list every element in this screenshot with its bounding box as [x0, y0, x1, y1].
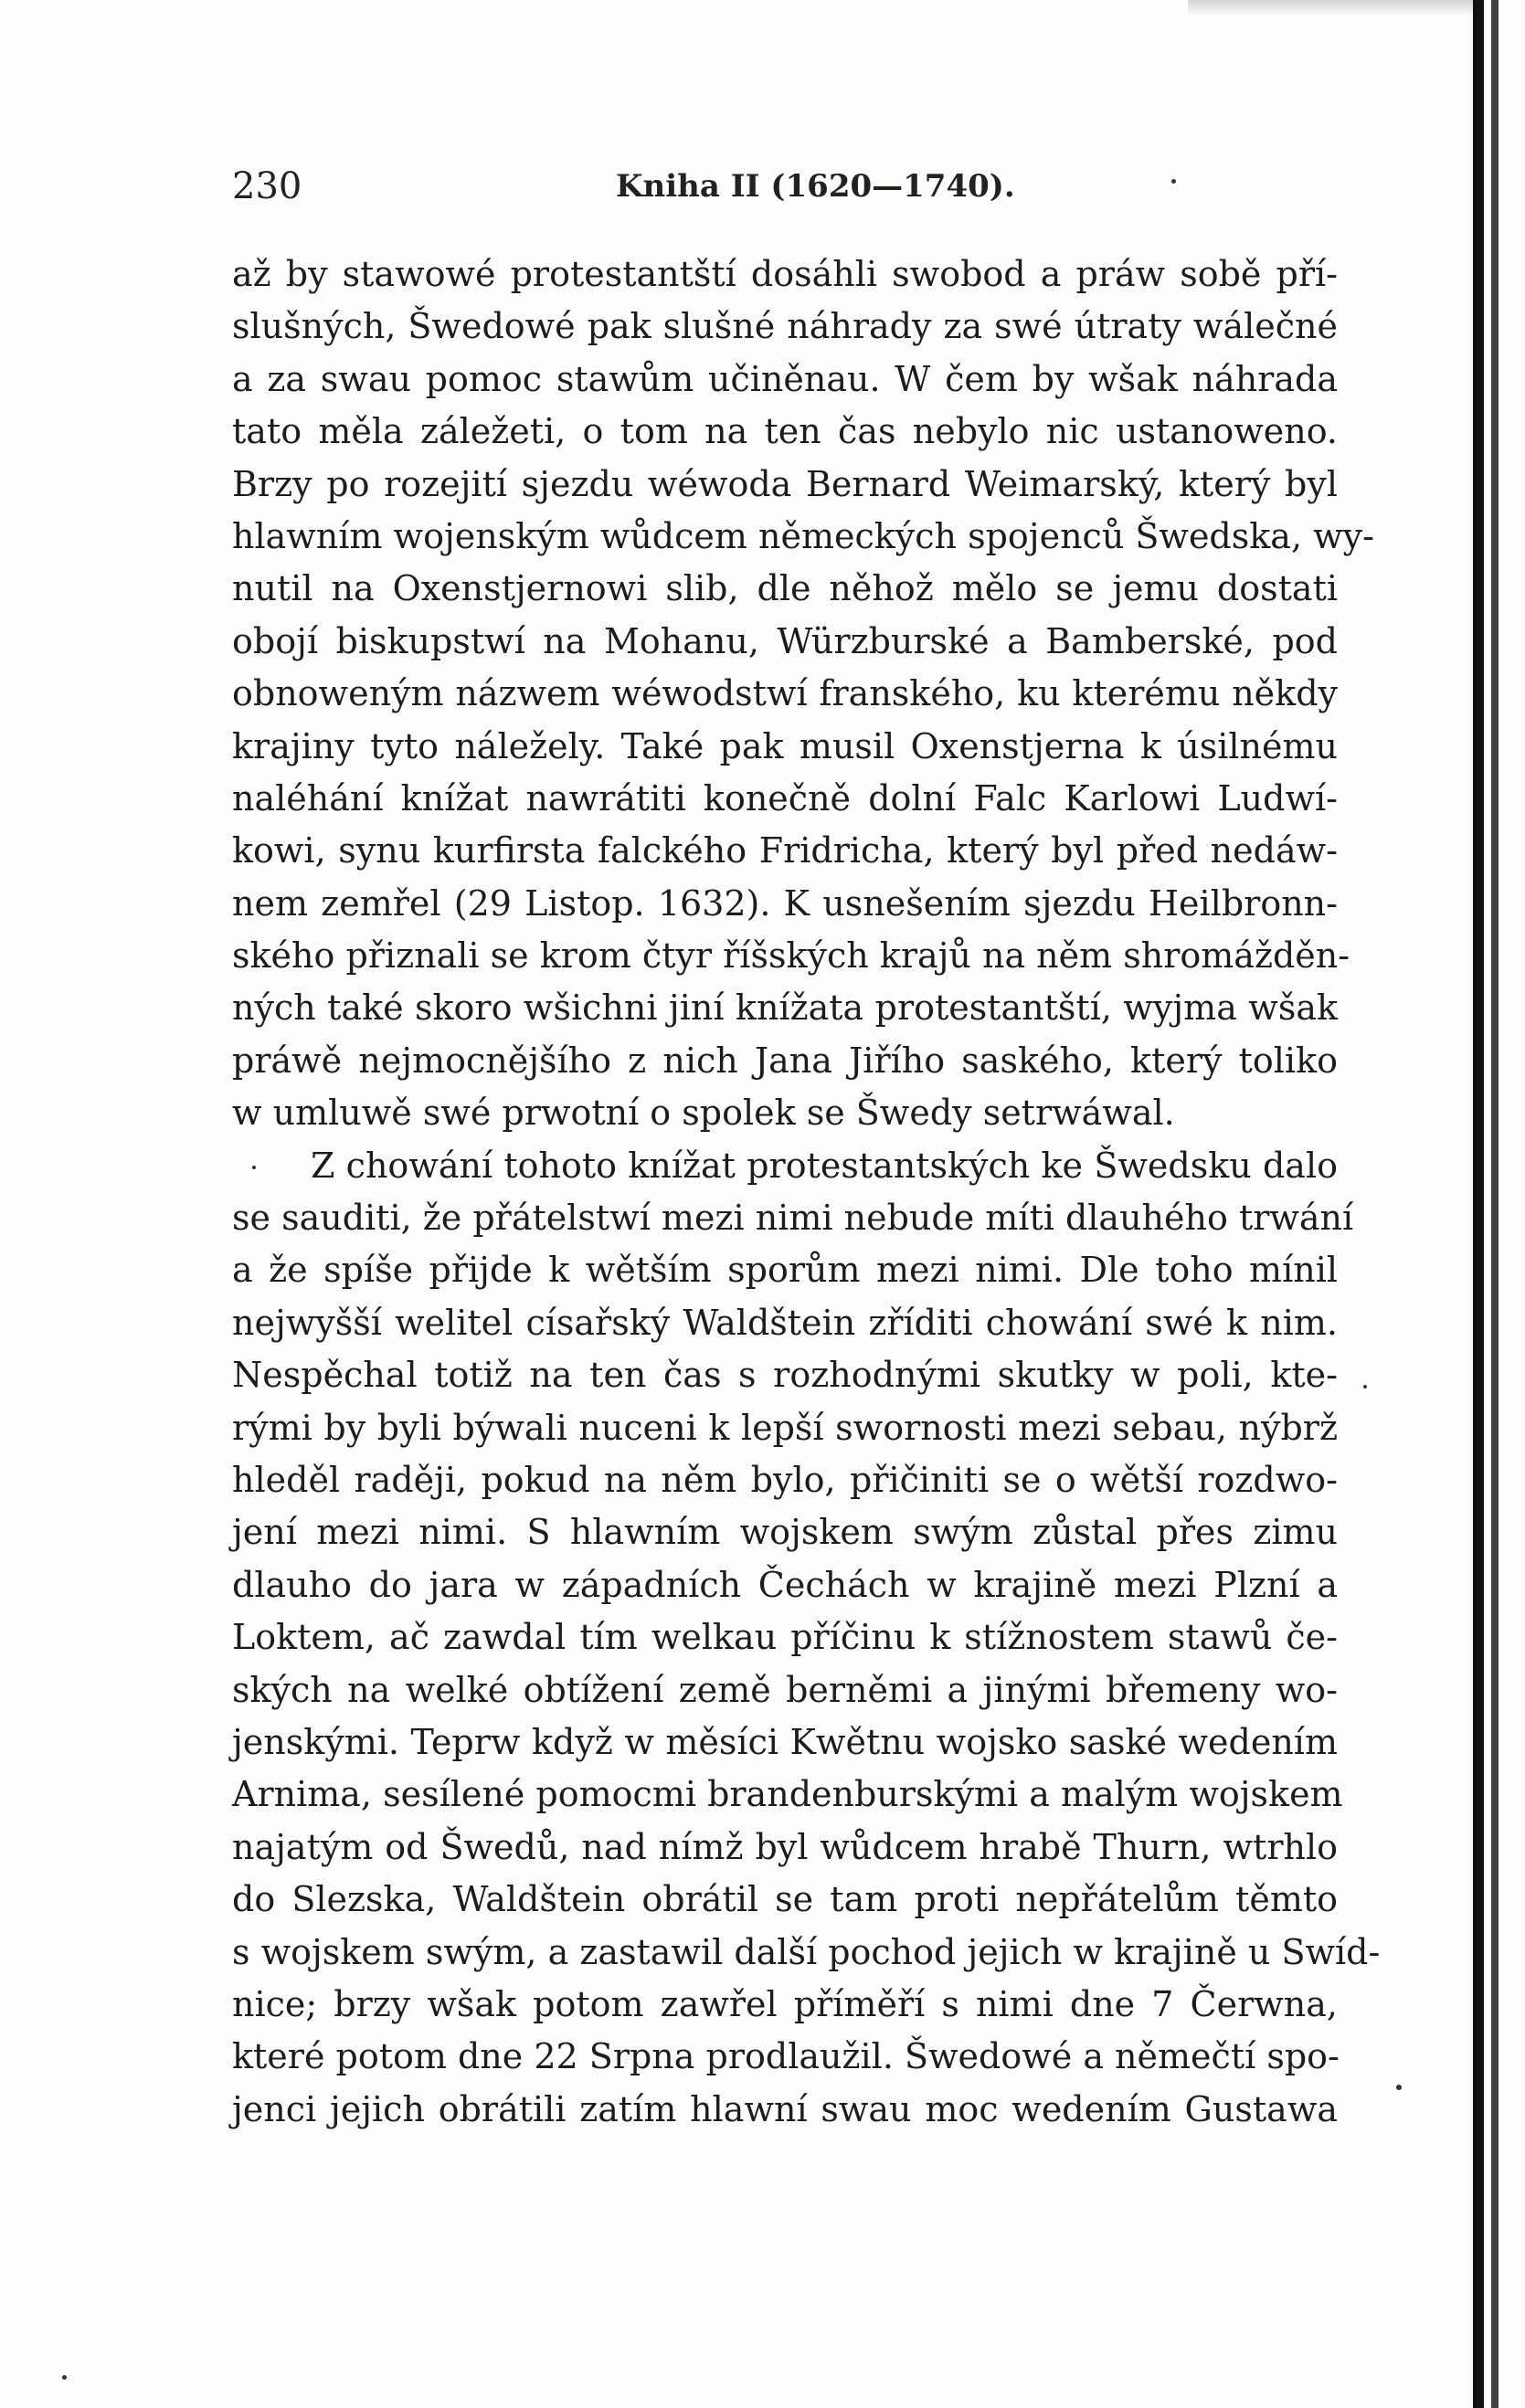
text-line: obnoweným názwem wéwodstwí franského, ku kterému někdy — [232, 673, 1338, 714]
text-line: Arnima, sesílené pomocmi brandenburskými a malým wojskem — [232, 1774, 1343, 1815]
scan-speck — [1396, 2085, 1402, 2090]
text-line: Brzy po rozejití sjezdu wéwoda Bernard Weimarský, který byl — [232, 463, 1338, 504]
text-line: a za swau pomoc stawům učiněnau. W čem by wšak náhrada — [232, 358, 1338, 399]
running-head: Kniha II (1620—1740). — [616, 168, 1015, 205]
page-right-edge-inner — [1491, 0, 1499, 2408]
body-text — [232, 248, 1381, 2136]
page-top-shadow — [1188, 0, 1480, 16]
text-line: s wojskem swým, a zastawil další pochod jejich w krajině u Swíd- — [232, 1931, 1381, 1972]
text-line: najatým od Šwedů, nad nímž byl wůdcem hrabě Thurn, wtrhlo — [232, 1826, 1338, 1867]
text-line: ského přiznali se krom čtyr říšských krajů na něm shromážděn- — [232, 935, 1350, 977]
scan-speck — [1171, 179, 1176, 184]
text-line: až by stawowé protestantští dosáhli swobod a práw sobě pří- — [232, 254, 1338, 294]
text-line: jenci jejich obrátili zatím hlawní swau moc wedením Gustawa — [232, 2088, 1338, 2129]
text-line: které potom dne 22 Srpna prodlaužil. Šwedowé a němečtí spo- — [232, 2036, 1340, 2077]
text-line: slušných, Šwedowé pak slušné náhrady za swé útraty wálečné — [232, 306, 1338, 347]
text-line: nem zemřel (29 Listop. 1632). K usnešením sjezdu Heilbronn- — [232, 882, 1338, 924]
text-line: hleděl raději, pokud na něm bylo, přičiniti se o wětší rozdwo- — [232, 1459, 1338, 1500]
text-line: rými by byli býwali nuceni k lepší swornosti mezi sebau, nýbrž — [232, 1407, 1338, 1448]
text-line: do Slezska, Waldštein obrátil se tam proti nepřátelům těmto — [232, 1879, 1338, 1920]
text-line: jení mezi nimi. S hlawním wojskem swým zůstal přes zimu — [232, 1512, 1338, 1553]
text-line: nejwyšší welitel císařský Waldštein zříditi chowání swé k nim. — [232, 1302, 1338, 1343]
text-line: Nespěchal totiž na ten čas s rozhodnými skutky w poli, kte- — [232, 1355, 1338, 1396]
text-line: a že spíše přijde k wětším sporům mezi nimi. Dle toho mínil — [232, 1250, 1338, 1291]
text-line: kowi, synu kurfirsta falckého Fridricha, který byl před nedáw- — [232, 830, 1338, 871]
text-line: naléhání knížat nawrátiti konečně dolní Falc Karlowi Ludwí- — [232, 777, 1338, 819]
text-line: ských na welké obtížení země berněmi a jinými břemeny wo- — [232, 1669, 1338, 1710]
scan-speck — [62, 2375, 67, 2380]
paragraph-end-line: w umluwě swé prwotní o spolek se Šwedy setrwáwal. — [232, 1093, 1175, 1134]
page-right-edge — [1473, 0, 1484, 2408]
scan-speck — [252, 1166, 256, 1169]
text-line: obojí biskupstwí na Mohanu, Würzburské a Bamberské, pod — [232, 620, 1338, 661]
paragraph-start-line: Z chowání tohoto knížat protestantských ke Šwedsku dalo — [311, 1145, 1338, 1186]
page-header — [232, 163, 1338, 210]
text-line: se sauditi, že přátelstwí mezi nimi nebude míti dlauhého trwání — [232, 1198, 1354, 1239]
text-line: jenskými. Teprw když w měsíci Kwětnu wojsko saské wedením — [232, 1721, 1338, 1762]
text-line: práwě nejmocnějšího z nich Jana Jiřího saského, který toliko — [232, 1040, 1338, 1081]
text-line: dlauho do jara w západních Čechách w krajině mezi Plzní a — [232, 1564, 1338, 1605]
text-line: ných také skoro wšichni jiní knížata protestantští, wyjma wšak — [232, 987, 1338, 1029]
text-line: hlawním wojenským wůdcem německých spojenců Šwedska, wy- — [232, 515, 1374, 556]
text-line: tato měla záležeti, o tom na ten čas nebylo nic ustanoweno. — [232, 411, 1338, 452]
text-line: nice; brzy wšak potom zawřel příměří s nimi dne 7 Čerwna, — [232, 1983, 1338, 2024]
scan-speck — [1363, 1385, 1367, 1389]
text-line: krajiny tyto náležely. Také pak musil Oxenstjerna k úsilnému — [232, 725, 1338, 766]
page-number: 230 — [232, 165, 302, 207]
text-line: nutil na Oxenstjernowi slib, dle něhož mělo se jemu dostati — [232, 568, 1338, 609]
text-line: Loktem, ač zawdal tím welkau příčinu k stížnostem stawů če- — [232, 1617, 1338, 1658]
